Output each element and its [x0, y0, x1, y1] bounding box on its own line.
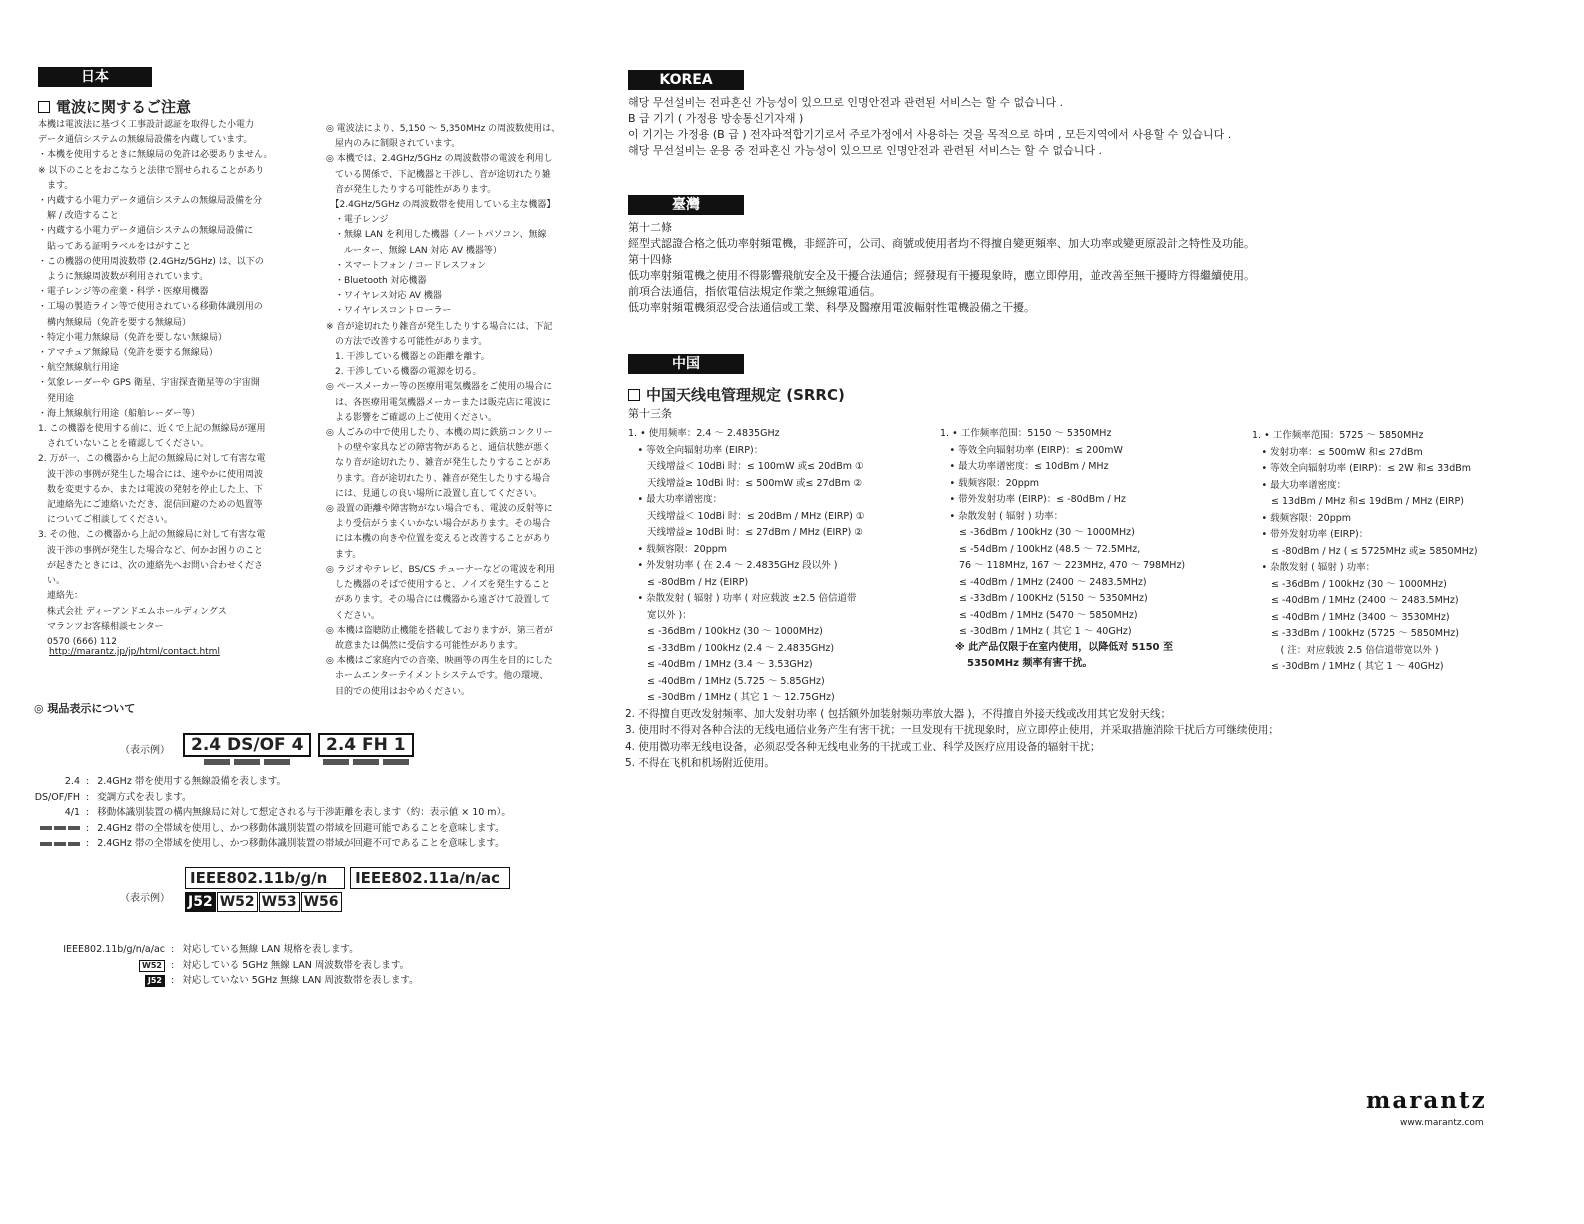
japan-col2-line: ◎ 本機はご家庭内での音楽、映画等の再生を目的にした: [326, 656, 553, 667]
japan-notice-column-1: [38, 118, 310, 650]
japan-col2-line: ◎ 設置の距離や障害物がない場合でも、電波の反射等に: [326, 504, 553, 515]
china-col1-line: 天线增益＜ 10dBi 时：≤ 100mW 或≤ 20dBm ①: [628, 461, 864, 472]
japan-col1-line: ・工場の製造ライン等で使用されている移動体識別用の: [38, 302, 263, 313]
japan-col1-line: ・海上無線航行用途（船舶レーダー等）: [38, 408, 201, 419]
taiwan-line: 低功率射頻電機須忍受合法通信或工業、科學及醫療用電波輻射性電機設備之干擾。: [628, 301, 1035, 314]
japan-col1-line: データ通信システムの無線局設備を内蔵しています。: [38, 135, 253, 146]
ieee-legend-text: 対応している無線 LAN 規格を表します。: [182, 944, 359, 955]
japan-col2-line: ◎ 本機では、2.4GHz/5GHz の周波数帯の電波を利用し: [326, 154, 553, 165]
ieee-legend-text: 対応していない 5GHz 無線 LAN 周波数帯を表します。: [182, 975, 419, 986]
japan-col2-line: には本機の向きや位置を変えると改善することがあり: [326, 534, 552, 545]
japan-col2-line: ルーター、無線 LAN 対応 AV 機器等）: [326, 245, 502, 256]
checkbox-square-icon: [38, 101, 50, 113]
china-section-tag: 中国: [628, 354, 744, 374]
japan-col2-line: ・Bluetooth 対応機器: [326, 276, 427, 287]
china-col1-line: 天线增益＜ 10dBi 时：≤ 20dBm / MHz (EIRP) ①: [628, 510, 865, 522]
china-col1-line: ≤ -80dBm / Hz (EIRP): [628, 576, 749, 588]
taiwan-line: 經型式認證合格之低功率射頻電機，非經許可，公司、商號或使用者均不得擅自變更頻率、加大功率或變更原設計之特性及功能。: [628, 237, 1255, 250]
taiwan-line: 低功率射頻電機之使用不得影響飛航安全及干擾合法通信；經發現有干擾現象時，應立即停用，並改善至無干擾時方得繼續使用。: [628, 269, 1255, 282]
japan-col1-line: ※ 以下のことをおこなうと法律で罰せられることがあり: [38, 165, 265, 176]
legend-text: 2.4GHz 帯の全帯域を使用し、かつ移動体識別装置の帯域を回避可能であることを意味します。: [97, 822, 505, 834]
ieee-example: [185, 865, 510, 912]
japan-section-tag: 日本: [38, 67, 152, 87]
band-mini-box: J52: [145, 975, 165, 987]
japan-col1-line: 3. その他、この機器から上記の無線局に対して有害な電: [38, 530, 266, 541]
badge-ds-of-text: 2.4 DS/OF 4: [183, 733, 311, 757]
japan-col2-line: 1. 干渉している機器との距離を離す。: [326, 352, 490, 363]
band-bars-icon: [318, 759, 414, 765]
china-article: 第十三条: [628, 407, 672, 420]
ieee-legend-key: IEEE802.11b/g/n/a/ac: [63, 944, 165, 955]
china-footer-line: 3. 使用时不得对各种合法的无线电通信业务产生有害干扰；一旦发现有干扰现象时，应立即停止使用，并采取措施消除干扰后方可继续使用；: [625, 724, 1279, 737]
japan-heading: [38, 96, 191, 117]
china-indoor-note: [955, 640, 1173, 672]
japan-col2-line: があります。その場合には機器から遠ざけて設置して: [326, 595, 551, 606]
legend-colon: :: [171, 959, 175, 971]
badge-fh-text: 2.4 FH 1: [318, 733, 414, 757]
japan-col2-line: ◎ 電波法により、5,150 ～ 5,350MHz の周波数使用は、: [326, 124, 561, 134]
china-col3-line: ≤ -40dBm / 1MHz (3400 ～ 3530MHz): [1252, 611, 1450, 623]
contact-link[interactable]: http://marantz.jp/jp/html/contact.html: [49, 647, 220, 657]
legend-row: [10, 836, 511, 852]
legend-text: 変調方式を表します。: [97, 791, 192, 803]
korea-line: 해당 무선설비는 운용 중 전파혼신 가능성이 있으므로 인명안전과 관련된 서비스는 할 수 없습니다 .: [628, 144, 1102, 157]
japan-col1-line: ・特定小電力無線局（免許を要しない無線局）: [38, 332, 228, 343]
china-col1-line: 天线增益≥ 10dBi 时：≤ 500mW 或≤ 27dBm ②: [628, 477, 862, 489]
japan-col1-line: ・航空無線航行用途: [38, 363, 120, 374]
china-footer-notes: [625, 706, 1279, 771]
china-col3-line: • 载频容限：20ppm: [1252, 512, 1352, 524]
japan-col2-line: には、見通しの良い場所に設置し直してください。: [326, 488, 543, 499]
legend-colon: :: [171, 944, 175, 955]
japan-col2-line: トの壁や家具などの障害物があると、通信状態が悪く: [326, 443, 552, 454]
taiwan-notice: [628, 220, 1255, 316]
japan-col1-line: 1. この機器を使用する前に、近くで上記の無線局が運用: [38, 424, 266, 435]
china-col1-line: 宽以外 )：: [628, 609, 692, 621]
china-col1-line: ≤ -40dBm / 1MHz (5.725 ～ 5.85GHz): [628, 675, 825, 687]
japan-col2-line: の方法で改善する可能性があります。: [326, 336, 488, 347]
japan-col2-line: ◎ 本機は盗聴防止機能を搭載しておりますが、第三者が: [326, 625, 553, 636]
china-col2-line: ≤ -40dBm / 1MHz (2400 ～ 2483.5MHz): [940, 576, 1147, 588]
ieee-legend-row: [10, 973, 419, 989]
japan-heading-text: 電波に関するご注意: [56, 98, 192, 116]
china-col3-line: ≤ -80dBm / Hz ( ≤ 5725MHz 或≥ 5850MHz): [1252, 545, 1478, 557]
japan-col2-line: 音が発生したりする可能性があります。: [326, 184, 497, 195]
japan-col2-line: ください。: [326, 610, 381, 621]
legend-colon: :: [86, 822, 90, 834]
japan-col1-line: 記連絡先にご連絡いただき、混信回避のための処置等: [38, 500, 263, 511]
marantz-logo: marantz: [1366, 1087, 1487, 1114]
china-col3-line: • 杂散发射 ( 辐射 ) 功率：: [1252, 562, 1376, 573]
china-col2-line: ≤ -36dBm / 100kHz (30 ～ 1000MHz): [940, 527, 1135, 538]
japan-col1-line: ・アマチュア無線局（免許を要する無線局）: [38, 348, 218, 359]
china-col3-line: • 带外发射功率 (EIRP)：: [1252, 529, 1369, 540]
china-col1-line: • 杂散发射 ( 辐射 ) 功率 ( 对应载波 ±2.5 倍信道带: [628, 593, 857, 604]
china-col3-line: • 等效全向辐射功率 (EIRP)：≤ 2W 和≤ 33dBm: [1252, 463, 1471, 474]
legend-text: 移動体識別装置の構内無線局に対して想定される与干渉距離を表します（約：表示値 × 10 m）。: [97, 807, 511, 818]
japan-col2-line: 2. 干渉している機器の電源を切る。: [326, 367, 482, 378]
china-col2-line: ≤ -33dBm / 100KHz (5150 ～ 5350MHz): [940, 593, 1148, 604]
japan-col2-line: ・電子レンジ: [326, 215, 389, 226]
china-col3-line: ≤ -30dBm / 1MHz ( 其它 1 ～ 40GHz): [1252, 661, 1444, 672]
japan-col1-line: ・電子レンジ等の産業・科学・医療用機器: [38, 287, 209, 298]
china-heading-text: 中国天线电管理规定 (SRRC): [646, 386, 845, 404]
legend-text: 2.4GHz 帯の全帯域を使用し、かつ移動体識別装置の帯域が回避不可であることを意味します。: [97, 838, 505, 849]
band-bars-icon: [40, 826, 80, 830]
japan-col2-line: ◎ ラジオやテレビ、BS/CS チューナーなどの電波を利用: [326, 564, 555, 575]
japan-col1-line: 本機は電波法に基づく工事設計認証を取得した小電力: [38, 120, 255, 130]
japan-col1-line: 発用途: [38, 393, 75, 404]
china-col2-line: • 等效全向辐射功率 (EIRP)：≤ 200mW: [940, 444, 1123, 456]
china-footer-line: 4. 使用微功率无线电设备，必须忍受各种无线电业务的干扰或工业、科学及医疗应用设备的辐射干扰；: [625, 740, 1101, 753]
band-mini-box: W52: [139, 960, 165, 972]
japan-col2-line: ホームエンターテイメントシステムです。他の環境、: [326, 671, 549, 682]
band-box-w52: W52: [217, 892, 258, 912]
japan-col1-line: 数を変更するか、または電波の発射を停止した上、下: [38, 484, 264, 495]
japan-col1-line: ます。: [38, 180, 74, 191]
japan-col2-line: ている関係で、下記機器と干渉し、音が途切れたり雑: [326, 169, 551, 180]
japan-col1-line: ・内蔵する小電力データ通信システムの無線局設備を分: [38, 196, 263, 207]
china-col1-line: ≤ -36dBm / 100kHz (30 ～ 1000MHz): [628, 626, 823, 637]
japan-col1-line: ・気象レーダーや GPS 衛星、宇宙探査衛星等の宇宙開: [38, 378, 260, 389]
band-bars-icon: [40, 842, 80, 846]
example-label: （表示例）: [120, 745, 170, 756]
japan-col2-line: 故意または偶然に受信する可能性があります。: [326, 640, 524, 651]
legend-text: 2.4GHz 帯を使用する無線設備を表します。: [97, 776, 287, 787]
legend-row: [10, 805, 511, 821]
ieee-legend-row: [10, 942, 419, 958]
legend-key: 2.4: [64, 776, 80, 787]
japan-col2-line: なり音が途切れたり、雑音が発生したりすることがあ: [326, 458, 552, 469]
china-col1-line: ≤ -40dBm / 1MHz (3.4 ～ 3.53GHz): [628, 659, 813, 670]
japan-col2-line: ・スマートフォン / コードレスフォン: [326, 260, 487, 271]
korea-line: 해당 무선설비는 전파혼신 가능성이 있으므로 인명안전과 관련된 서비스는 할 수 없습니다 .: [628, 96, 1064, 109]
china-indoor-note-line-2: 5350MHz 频率有害干扰。: [967, 658, 1093, 669]
japan-col2-line: ります。音が途切れたり、雑音が発生したりする場合: [326, 473, 551, 484]
korea-line: B 급 기기 ( 가정용 방송통신기자재 ): [628, 112, 804, 125]
brand-url: www.marantz.com: [1400, 1118, 1484, 1128]
china-col2-line: • 杂散发射 ( 辐射 ) 功率：: [940, 510, 1064, 522]
japan-col1-line: ・本機を使用するときに無線局の免許は必要ありません。: [38, 150, 273, 161]
band-box-w53: W53: [259, 892, 300, 912]
china-col2-line: ≤ -54dBm / 100kHz (48.5 ～ 72.5MHz,: [940, 543, 1141, 555]
china-col2-line: 76 ～ 118MHz, 167 ～ 223MHz, 470 ～ 798MHz): [940, 560, 1186, 571]
china-col1-line: • 等效全向辐射功率 (EIRP)：: [628, 444, 764, 456]
legend-row: [10, 790, 511, 806]
japan-col2-line: は、各医療用電気機器メーカーまたは販売店に電波に: [326, 397, 551, 408]
product-display-heading: ◎ 現品表示について: [34, 702, 136, 715]
product-display-legend: [10, 774, 511, 852]
china-col2-line: 1. • 工作频率范围：5150 ～ 5350MHz: [940, 428, 1112, 439]
band-box-w56: W56: [301, 892, 342, 912]
china-col3-line: ≤ -40dBm / 1MHz (2400 ～ 2483.5MHz): [1252, 595, 1459, 606]
korea-line: 이 기기는 가정용 (B 급 ) 전자파적합기기로서 주로가정에서 사용하는 것을 목적으로 하며 , 모든지역에서 사용할 수 있습니다 .: [628, 128, 1232, 141]
china-col3-line: • 发射功率：≤ 500mW 和≤ 27dBm: [1252, 446, 1423, 458]
band-bars-icon: [183, 759, 311, 765]
japan-col2-line: ます。: [326, 549, 362, 560]
ieee-bgn-label: IEEE802.11b/g/n: [185, 867, 345, 889]
japan-col1-line: ・この機器の使用周波数帯 (2.4GHz/5GHz) は、以下の: [38, 256, 264, 267]
ieee-legend-key-box: [10, 958, 171, 974]
japan-col1-line: 貼ってある証明ラベルをはがすこと: [38, 241, 192, 252]
legend-colon: :: [86, 776, 90, 787]
band-box-j52: J52: [185, 892, 216, 912]
china-col1-line: 1. • 使用频率：2.4 ～ 2.4835GHz: [628, 428, 780, 439]
china-5ghz-col-1: [628, 426, 864, 707]
japan-col1-line: マランツお客様相談センター: [38, 621, 164, 632]
china-col1-line: • 最大功率谱密度：: [628, 494, 723, 505]
japan-col1-line: ように無線周波数が利用されています。: [38, 272, 209, 283]
china-col3-line: ≤ -33dBm / 100kHz (5725 ～ 5850MHz): [1252, 628, 1459, 639]
china-col2-line: ≤ -40dBm / 1MHz (5470 ～ 5850MHz): [940, 609, 1138, 621]
ieee-legend-text: 対応している 5GHz 無線 LAN 周波数帯を表します。: [182, 959, 410, 971]
japan-col1-line: が起きたときには、次の連絡先へお問い合わせくださ: [38, 560, 264, 571]
china-footer-line: 2. 不得擅自更改发射频率、加大发射功率 ( 包括额外加装射频功率放大器 )，不得擅自外接天线或改用其它发射天线；: [625, 708, 1172, 720]
japan-col1-line: い。: [38, 576, 66, 587]
japan-col1-line: 波干渉の事例が発生した場合など、何かお困りのこと: [38, 545, 264, 556]
china-col2-line: ≤ -30dBm / 1MHz ( 其它 1 ～ 40GHz): [940, 626, 1132, 637]
korea-notice: [628, 95, 1231, 159]
japan-col2-line: より受信がうまくいかない場合があります。その場合: [326, 519, 551, 530]
china-col3-line: ≤ -36dBm / 100kHz (30 ～ 1000MHz): [1252, 578, 1447, 590]
japan-col1-line: 連絡先：: [38, 591, 84, 602]
japan-col1-line: 株式会社 ディーアンドエムホールディングス: [38, 606, 227, 617]
japan-col1-line: 2. 万が一、この機器から上記の無線局に対して有害な電: [38, 454, 266, 465]
china-5ghz-col-2: [940, 426, 1185, 641]
china-5ghz-col-3: [1252, 428, 1478, 676]
japan-col2-line: ◎ ペースメーカー等の医療用電気機器をご使用の場合に: [326, 382, 553, 393]
checkbox-square-icon: [628, 389, 640, 401]
china-heading: [628, 384, 845, 405]
label-badge-fh: [318, 733, 414, 765]
legend-key: [10, 821, 86, 837]
taiwan-line: 前項合法通信，指依電信法規定作業之無線電通信。: [628, 285, 881, 298]
china-col1-line: ≤ -33dBm / 100kHz (2.4 ～ 2.4835GHz): [628, 642, 835, 654]
china-col2-line: • 带外发射功率 (EIRP)：≤ -80dBm / Hz: [940, 494, 1126, 505]
japan-col2-line: ・ワイヤレスコントローラー: [326, 306, 452, 317]
legend-key: DS/OF/FH: [34, 791, 80, 803]
ieee-legend-key-box: [10, 973, 171, 989]
legend-key: 4/1: [64, 807, 80, 818]
ieee-anac-label: IEEE802.11a/n/ac: [350, 867, 510, 889]
legend-colon: :: [171, 975, 175, 986]
legend-key: [10, 836, 86, 852]
label-badge-ds-of: [183, 733, 311, 765]
taiwan-line: 第十四條: [628, 253, 672, 266]
china-indoor-note-line-1: ※ 此产品仅限于在室内使用，以降低对 5150 至: [955, 642, 1173, 653]
china-col3-line: ( 注：对应载波 2.5 倍信道带宽以外 ): [1252, 644, 1439, 656]
japan-col2-line: 目的での使用はおやめください。: [326, 686, 471, 697]
japan-col1-line: 構内無線局（免許を要する無線局）: [38, 317, 192, 328]
japan-col1-line: についてご相談してください。: [38, 515, 173, 526]
japan-col1-line: 解 / 改造すること: [38, 211, 119, 222]
china-col3-line: 1. • 工作频率范围：5725 ～ 5850MHz: [1252, 430, 1424, 441]
china-col3-line: • 最大功率谱密度：: [1252, 479, 1347, 491]
japan-col2-line: ◎ 人ごみの中で使用したり、本機の周に鉄筋コンクリー: [326, 428, 553, 439]
taiwan-section-tag: 臺灣: [628, 195, 744, 215]
china-col1-line: ≤ -30dBm / 1MHz ( 其它 1 ～ 12.75GHz): [628, 692, 835, 703]
band-boxes: [185, 891, 510, 912]
ieee-legend-row: [10, 958, 419, 974]
china-footer-line: 5. 不得在飞机和机场附近使用。: [625, 756, 775, 769]
japan-col2-line: ※ 音が途切れたり雑音が発生したりする場合には、下記: [326, 321, 553, 332]
china-col1-line: 天线增益≥ 10dBi 时：≤ 27dBm / MHz (EIRP) ②: [628, 527, 863, 538]
legend-row: [10, 821, 511, 837]
ieee-example-label: （表示例）: [120, 893, 170, 904]
legend-colon: :: [86, 807, 90, 818]
japan-col2-line: よる影響をご確認の上ご使用ください。: [326, 412, 498, 423]
legend-colon: :: [86, 791, 90, 803]
legend-row: [10, 774, 511, 790]
ieee-legend: [10, 942, 419, 989]
korea-section-tag: KOREA: [628, 70, 744, 90]
japan-col2-line: ・ワイヤレス対応 AV 機器: [326, 291, 442, 302]
japan-col2-line: した機器のそばで使用すると、ノイズを発生すること: [326, 580, 551, 591]
china-col2-line: • 载频容限：20ppm: [940, 477, 1040, 489]
japan-col1-line: 0570 (666) 112: [38, 636, 118, 647]
japan-col1-line: されていないことを確認してください。: [38, 439, 210, 450]
china-col3-line: ≤ 13dBm / MHz 和≤ 19dBm / MHz (EIRP): [1252, 496, 1464, 507]
china-col1-line: • 载频容限：20ppm: [628, 543, 728, 555]
japan-col2-line: 【2.4GHz/5GHz の周波数帯を使用している主な機器】: [326, 200, 556, 211]
japan-col2-line: 屋内のみに制限されています。: [326, 139, 461, 150]
japan-col1-line: 波干渉の事例が発生した場合には、速やかに使用周波: [38, 469, 264, 480]
china-col2-line: • 最大功率谱密度：≤ 10dBm / MHz: [940, 461, 1109, 472]
china-col1-line: • 外发射功率 ( 在 2.4 ～ 2.4835GHz 段以外 ): [628, 560, 838, 571]
taiwan-line: 第十二條: [628, 221, 672, 234]
japan-col2-line: ・無線 LAN を利用した機器（ノートパソコン、無線: [326, 230, 547, 241]
japan-notice-column-2: [326, 122, 602, 700]
japan-col1-line: ・内蔵する小電力データ通信システムの無線局設備に: [38, 226, 254, 237]
legend-colon: :: [86, 838, 90, 849]
